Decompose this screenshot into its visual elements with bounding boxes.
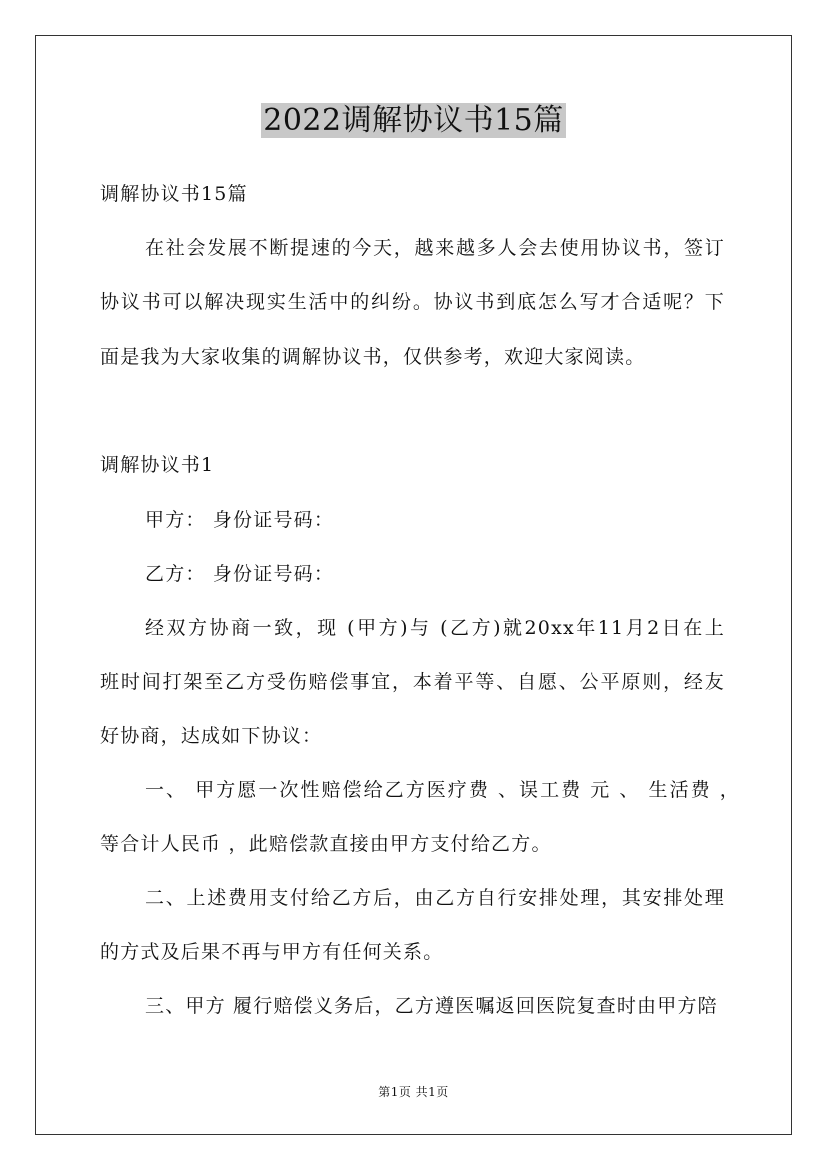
section-heading: 调解协议书1 bbox=[100, 454, 215, 476]
paragraph-line: 好协商，达成如下协议： bbox=[100, 725, 323, 747]
document-title: 2022调解协议书15篇 bbox=[263, 103, 564, 138]
subtitle: 调解协议书15篇 bbox=[100, 183, 248, 205]
clause-line: 等合计人民币 ，此赔偿款直接由甲方支付给乙方。 bbox=[100, 833, 552, 855]
clause-line: 二、上述费用支付给乙方后，由乙方自行安排处理，其安排处理 bbox=[145, 887, 725, 909]
clause-line: 三、甲方 履行赔偿义务后，乙方遵医嘱返回医院复查时由甲方陪 bbox=[145, 995, 718, 1017]
paragraph-line: 班时间打架至乙方受伤赔偿事宜，本着平等、自愿、公平原则，经友 bbox=[100, 671, 725, 693]
clause-line: 一、 甲方愿一次性赔偿给乙方医疗费 、误工费 元 、 生活费 ， bbox=[145, 779, 740, 801]
page-number: 第1页 共1页 bbox=[378, 1085, 449, 1099]
paragraph-line: 面是我为大家收集的调解协议书，仅供参考，欢迎大家阅读。 bbox=[100, 346, 646, 368]
party-b-line: 乙方： 身份证号码： bbox=[145, 563, 335, 585]
document-title-wrap bbox=[0, 100, 827, 142]
paragraph-line: 经双方协商一致，现 (甲方)与 (乙方)就20xx年11月2日在上 bbox=[145, 617, 725, 639]
clause-line: 的方式及后果不再与甲方有任何关系。 bbox=[100, 941, 444, 963]
paragraph-line: 在社会发展不断提速的今天，越来越多人会去使用协议书，签订 bbox=[145, 237, 725, 259]
paragraph-line: 协议书可以解决现实生活中的纠纷。协议书到底怎么写才合适呢？下 bbox=[100, 291, 725, 313]
party-a-line: 甲方： 身份证号码： bbox=[145, 509, 335, 531]
